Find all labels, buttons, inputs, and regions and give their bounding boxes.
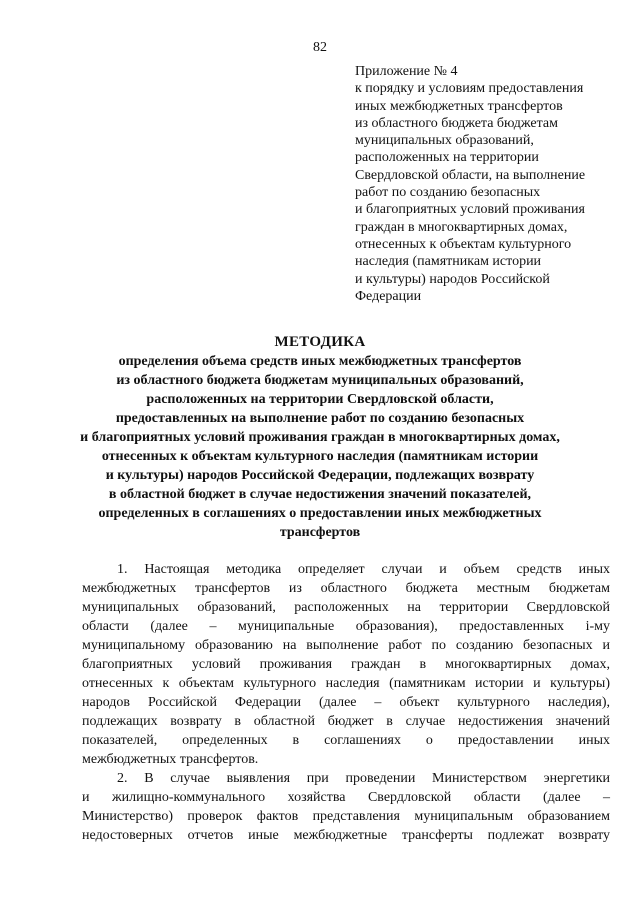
- subtitle-line: трансфертов: [279, 525, 361, 540]
- body-text: [82, 560, 610, 845]
- appendix-line: Федерации: [355, 288, 422, 304]
- body-line: межбюджетных трансфертов из областного бюджета местным бюджетам: [82, 581, 610, 596]
- body-line: благоприятных условий проживания граждан в многоквартирных домах,: [82, 657, 610, 672]
- appendix-line: и культуры) народов Российской: [355, 271, 550, 287]
- appendix-line: к порядку и условиям предоставления: [355, 81, 584, 97]
- body-line: Министерство) проверок фактов представления муниципальным образованием: [82, 809, 610, 824]
- body-line: и жилищно-коммунального хозяйства Свердловской области (далее –: [82, 790, 610, 805]
- page-number: 82: [313, 40, 327, 55]
- appendix-line: граждан в многоквартирных домах,: [355, 219, 568, 235]
- appendix-line: муниципальных образований,: [355, 133, 534, 149]
- appendix-line: расположенных на территории: [355, 150, 539, 166]
- appendix-line: отнесенных к объектам культурного: [355, 236, 572, 252]
- body-line: народов Российской Федерации (далее – объект культурного наследия),: [82, 695, 610, 710]
- body-line: межбюджетных трансфертов.: [82, 752, 259, 767]
- subtitle-line: расположенных на территории Свердловской области,: [146, 392, 494, 407]
- subtitle-line: из областного бюджета бюджетам муниципальных образований,: [116, 373, 524, 388]
- body-line: муниципальных образований, расположенных на территории Свердловской: [82, 600, 610, 615]
- body-line: 2. В случае выявления при проведении Министерством энергетики: [117, 771, 610, 786]
- subtitle-line: отнесенных к объектам культурного наследия (памятникам истории: [101, 449, 539, 464]
- appendix-line: Свердловской области, на выполнение: [355, 167, 586, 183]
- document-title: МЕТОДИКА: [274, 334, 366, 350]
- body-line: недостоверных отчетов иные межбюджетные трансферты подлежат возврату: [82, 828, 610, 843]
- appendix-line: Приложение № 4: [355, 64, 458, 79]
- appendix-line: иных межбюджетных трансфертов: [355, 98, 563, 114]
- body-line: показателей, определенных в соглашениях о предоставлении иных: [82, 733, 610, 748]
- subtitle-line: в областной бюджет в случае недостижения значений показателей,: [108, 487, 532, 502]
- body-line: муниципальному образованию на выполнение работ по созданию безопасных и: [82, 638, 610, 653]
- appendix-line: из областного бюджета бюджетам: [355, 115, 558, 131]
- body-line: отнесенных к объектам культурного наследия (памятникам истории и культуры): [82, 676, 610, 691]
- subtitle-line: и благоприятных условий проживания граждан в многоквартирных домах,: [80, 430, 560, 445]
- subtitle-line: и культуры) народов Российской Федерации, подлежащих возврату: [105, 468, 535, 483]
- appendix-line: и благоприятных условий проживания: [355, 202, 585, 218]
- appendix-line: работ по созданию безопасных: [355, 185, 541, 201]
- body-line: области (далее – муниципальные образования), предоставленных i-му: [82, 619, 610, 634]
- subtitle-line: определенных в соглашениях о предоставлении иных межбюджетных: [98, 506, 542, 521]
- appendix-header: [355, 63, 625, 305]
- body-line: 1. Настоящая методика определяет случаи и объем средств иных: [117, 562, 610, 577]
- subtitle-line: определения объема средств иных межбюджетных трансфертов: [118, 354, 522, 369]
- body-line: подлежащих возврату в областной бюджет в случае недостижения значений: [82, 714, 610, 729]
- subtitle-line: предоставленных на выполнение работ по созданию безопасных: [115, 411, 525, 426]
- appendix-line: наследия (памятникам истории: [355, 254, 542, 270]
- document-subtitle: [0, 352, 640, 542]
